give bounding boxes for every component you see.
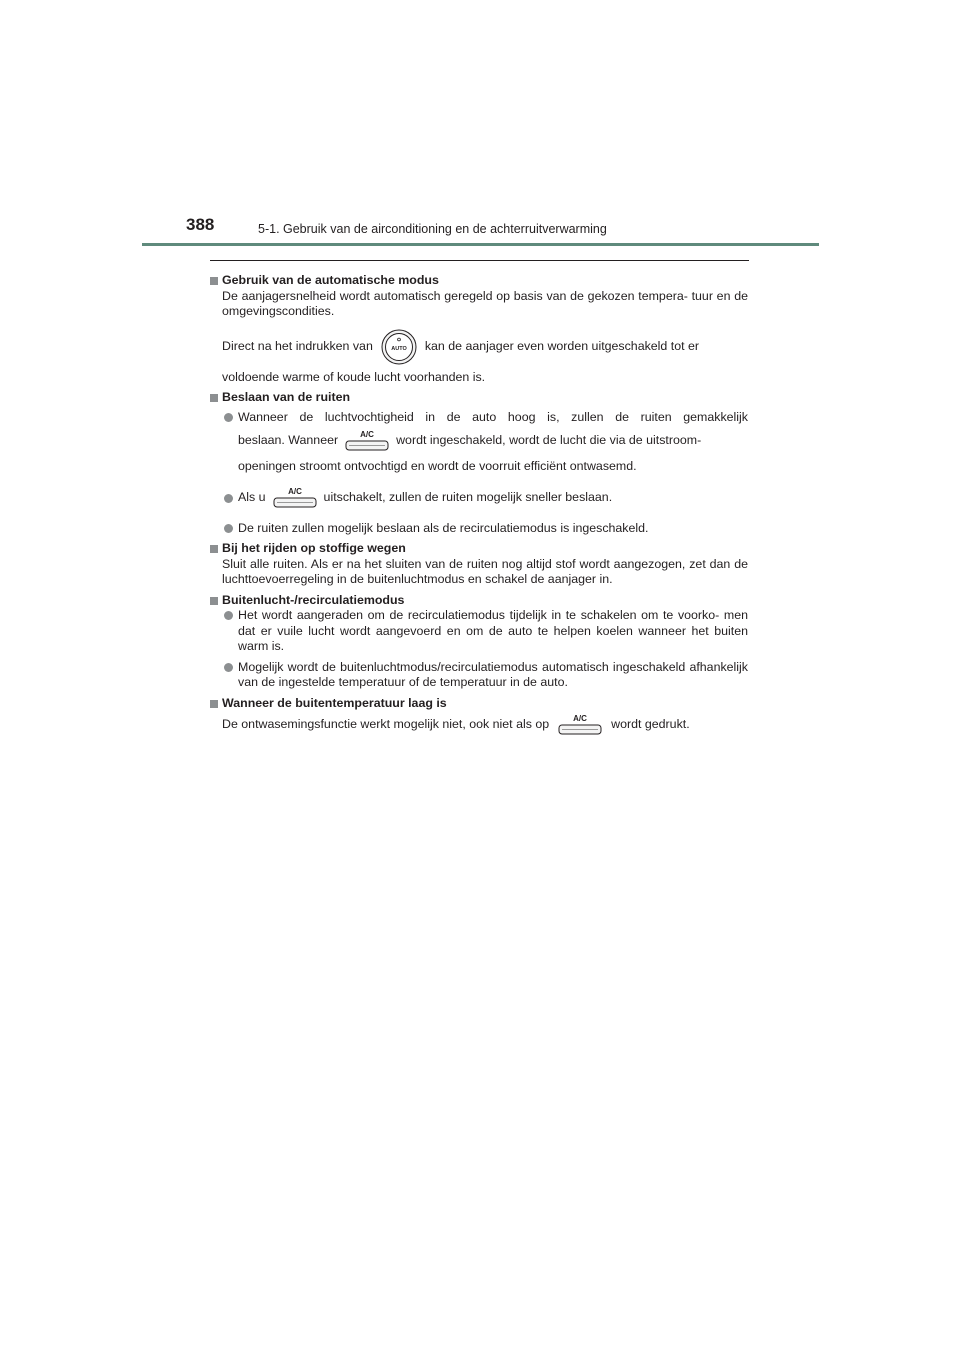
ac-button-icon bbox=[344, 429, 390, 453]
section-heading bbox=[210, 273, 748, 289]
list-item bbox=[210, 410, 748, 475]
square-bullet-icon bbox=[210, 394, 218, 402]
square-bullet-icon bbox=[210, 700, 218, 708]
section-heading bbox=[210, 390, 748, 406]
bullet-text: wordt ingeschakeld, wordt de lucht die via de uitstroom- bbox=[396, 433, 702, 448]
dot-bullet-icon bbox=[224, 524, 233, 533]
bullet-line-with-icon bbox=[238, 483, 748, 513]
auto-button-icon bbox=[381, 329, 417, 365]
header-rule bbox=[142, 243, 819, 246]
heading-text: Beslaan van de ruiten bbox=[222, 390, 351, 404]
section-automatic-mode bbox=[210, 273, 748, 385]
page-number: 388 bbox=[186, 215, 215, 234]
paragraph: Sluit alle ruiten. Als er na het sluiten van de ruiten nog altijd stof wordt aangezogen, zet dan de luchttoevoerregeling in de buitenluchtmodus en schakel de aanjager in. bbox=[222, 556, 748, 586]
paragraph-with-icon bbox=[210, 328, 748, 366]
ac-button-label: A/C bbox=[360, 430, 374, 439]
section-heading bbox=[210, 541, 748, 557]
square-bullet-icon bbox=[210, 277, 218, 285]
paragraph-text: wordt gedrukt. bbox=[611, 717, 690, 732]
list-item bbox=[210, 660, 748, 691]
paragraph-text: De ontwasemingsfunctie werkt mogelijk niet, ook niet als op bbox=[222, 717, 550, 732]
heading-text: Wanneer de buitentemperatuur laag is bbox=[222, 695, 447, 710]
section-heading bbox=[210, 593, 748, 609]
page-content bbox=[210, 273, 748, 744]
square-bullet-icon bbox=[210, 597, 218, 605]
ac-button-label: A/C bbox=[287, 486, 302, 496]
heading-text: Gebruik van de automatische modus bbox=[222, 273, 439, 287]
bullet-text: Mogelijk wordt de buitenluchtmodus/recirculatiemodus automatisch ingeschakeld afhankelijk van de ingestelde temperatuur of de temperatuur in de auto. bbox=[238, 659, 748, 689]
dot-bullet-icon bbox=[224, 494, 233, 503]
chapter-header-title: 5-1. Gebruik van de airconditioning en de achterruitverwarming bbox=[258, 222, 607, 236]
section-low-outside-temperature bbox=[210, 696, 748, 740]
list-item bbox=[210, 483, 748, 513]
bullet-text: Als u bbox=[238, 489, 266, 504]
paragraph-text: kan de aanjager even worden uitgeschakeld tot er bbox=[424, 338, 699, 353]
paragraph-text: voldoende warme of koude lucht voorhanden is. bbox=[222, 369, 486, 384]
section-dusty-roads bbox=[210, 541, 748, 588]
paragraph: De aanjagersnelheid wordt automatisch geregeld op basis van de gekozen tempera- tuur en de omgevingscondities. bbox=[222, 288, 748, 318]
bullet-line-with-icon bbox=[238, 425, 748, 457]
bullet-text: openingen stroomt ontvochtigd en wordt de voorruit efficiënt ontwasemd. bbox=[238, 459, 637, 473]
list-item bbox=[210, 608, 748, 655]
ac-button-icon bbox=[272, 486, 318, 510]
paragraph-text: Direct na het indrukken van bbox=[222, 338, 373, 353]
bullet-text: Wanneer de luchtvochtigheid in de auto hoog is, zullen de ruiten gemakkelijk bbox=[238, 409, 748, 424]
ac-button-label: A/C bbox=[573, 714, 588, 723]
bullet-text: Het wordt aangeraden om de recirculatiemodus tijdelijk in te schakelen om te voorko- men dat er vuile lucht wordt aangevoerd en om de auto te helpen koelen wanneer het buiten warm is. bbox=[238, 608, 748, 653]
bullet-text: uitschakelt, zullen de ruiten mogelijk sneller beslaan. bbox=[323, 489, 613, 504]
heading-text: Bij het rijden op stoffige wegen bbox=[222, 541, 406, 555]
section-outside-recirculation bbox=[210, 593, 748, 691]
dot-bullet-icon bbox=[224, 663, 233, 672]
bullet-text: De ruiten zullen mogelijk beslaan als de recirculatiemodus is ingeschakeld. bbox=[238, 520, 649, 535]
square-bullet-icon bbox=[210, 545, 218, 553]
auto-button-label: AUTO bbox=[391, 345, 407, 352]
dot-bullet-icon bbox=[224, 413, 233, 422]
section-heading bbox=[210, 696, 748, 712]
dot-bullet-icon bbox=[224, 611, 233, 620]
heading-text: Buitenlucht-/recirculatiemodus bbox=[222, 592, 405, 607]
section-fogging-windows bbox=[210, 390, 748, 536]
list-item bbox=[210, 521, 748, 537]
bullet-text: beslaan. Wanneer bbox=[238, 433, 339, 448]
content-rule bbox=[210, 260, 749, 261]
ac-button-icon bbox=[557, 713, 603, 737]
paragraph-with-icon bbox=[210, 711, 748, 739]
